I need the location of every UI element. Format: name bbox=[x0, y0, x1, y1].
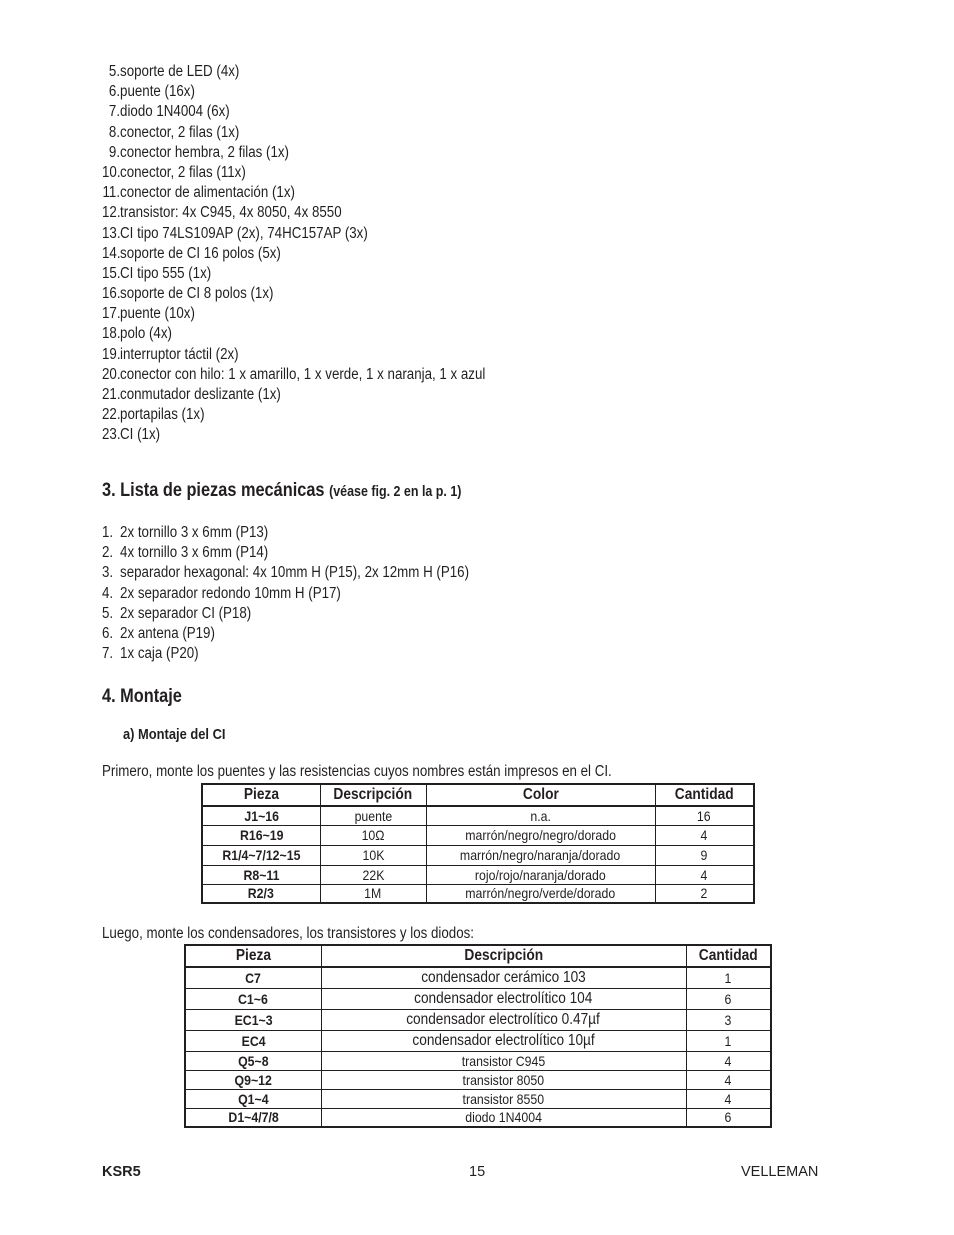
mechanical-parts-item bbox=[102, 624, 529, 644]
mechanical-parts-item bbox=[102, 563, 529, 583]
components-table-cell-text: C7 bbox=[245, 969, 262, 986]
resistor-table-cell-text: R1/4~7/12~15 bbox=[222, 847, 301, 863]
components-table-cell bbox=[321, 1009, 686, 1030]
parts-list-item bbox=[102, 123, 548, 143]
components-table-row bbox=[185, 1051, 771, 1070]
resistor-table-cell bbox=[426, 865, 655, 884]
components-table-row bbox=[185, 988, 771, 1009]
components-table-cell bbox=[321, 967, 686, 988]
parts-list-item-content bbox=[102, 304, 195, 324]
components-table-cell-text: condensador electrolítico 0.47µf bbox=[406, 1010, 601, 1028]
resistor-table-cell-text: marrón/negro/naranja/dorado bbox=[460, 847, 621, 863]
components-table-header-cell bbox=[321, 945, 686, 967]
parts-list-item-text: polo (4x) bbox=[120, 325, 172, 343]
resistor-table-cell-text: n.a. bbox=[530, 807, 551, 824]
resistor-table-header-cell bbox=[202, 784, 320, 806]
parts-list-item-content bbox=[102, 203, 342, 223]
parts-list-item bbox=[102, 405, 548, 425]
mechanical-parts-item-text: 4x tornillo 3 x 6mm (P14) bbox=[120, 544, 269, 562]
resistor-table-header-cell bbox=[426, 784, 655, 806]
parts-list-item bbox=[102, 163, 548, 183]
parts-list-item-number: 21. bbox=[102, 386, 121, 403]
components-table-cell bbox=[686, 1030, 771, 1051]
mechanical-parts-item-content bbox=[102, 523, 268, 543]
resistor-table-row bbox=[202, 884, 754, 903]
resistor-table-cell bbox=[320, 865, 426, 884]
parts-list-item-text: portapilas (1x) bbox=[120, 406, 205, 424]
mechanical-parts-item bbox=[102, 523, 529, 543]
parts-list-item-content bbox=[102, 102, 230, 122]
parts-list-item bbox=[102, 284, 548, 304]
components-table-cell-text: EC4 bbox=[241, 1032, 266, 1049]
resistor-table-cell bbox=[320, 884, 426, 903]
parts-list-item-content bbox=[102, 244, 281, 264]
resistor-table-cell bbox=[655, 865, 754, 884]
parts-list-item-content bbox=[102, 163, 246, 183]
resistor-table-header-text: Color bbox=[522, 786, 559, 803]
parts-list-item-number: 9. bbox=[108, 143, 121, 161]
parts-list-item bbox=[102, 82, 548, 102]
components-table-cell bbox=[321, 1030, 686, 1051]
resistor-table-cell bbox=[426, 825, 655, 845]
parts-list-item-text: CI tipo 555 (1x) bbox=[120, 264, 212, 282]
mechanical-parts-list bbox=[102, 523, 529, 664]
mechanical-parts-item-content bbox=[102, 584, 341, 604]
resistor-table-cell bbox=[426, 806, 655, 825]
components-table-cell-text: condensador cerámico 103 bbox=[421, 968, 586, 986]
resistor-table-cell-text: 9 bbox=[700, 847, 708, 863]
resistor-table-cell bbox=[202, 865, 320, 884]
mechanical-parts-item-text: 2x antena (P19) bbox=[120, 624, 215, 642]
components-table-row bbox=[185, 1030, 771, 1051]
parts-list-item-text: conector con hilo: 1 x amarillo, 1 x verde, 1 x naranja, 1 x azul bbox=[120, 365, 486, 383]
section-3-title: 3. Lista de piezas mecánicas bbox=[102, 480, 325, 501]
mechanical-parts-item-text: separador hexagonal: 4x 10mm H (P15), 2x 12mm H (P16) bbox=[120, 564, 470, 582]
components-table-cell bbox=[185, 1009, 321, 1030]
components-table-cell bbox=[686, 1009, 771, 1030]
parts-list-item-text: diodo 1N4004 (6x) bbox=[120, 103, 230, 121]
components-table-cell-text: D1~4/7/8 bbox=[228, 1109, 279, 1126]
components-table-row bbox=[185, 967, 771, 988]
components-table-cell bbox=[185, 988, 321, 1009]
parts-list-item-number: 23. bbox=[102, 426, 121, 444]
parts-list-item-content bbox=[102, 123, 239, 143]
parts-list-item-content bbox=[102, 224, 368, 244]
parts-list-item-text: soporte de LED (4x) bbox=[120, 63, 240, 80]
mechanical-parts-item-text: 2x separador CI (P18) bbox=[120, 604, 252, 622]
parts-list-item-number: 13. bbox=[102, 224, 121, 242]
components-table-cell-text: transistor 8050 bbox=[462, 1071, 545, 1088]
components-table-cell-text: transistor 8550 bbox=[462, 1090, 545, 1107]
mechanical-parts-item bbox=[102, 584, 529, 604]
components-table-cell-text: condensador electrolítico 10µf bbox=[412, 1031, 595, 1049]
parts-list-item-number: 7. bbox=[108, 103, 121, 121]
components-table-cell-text: 1 bbox=[724, 1032, 732, 1049]
components-table-row bbox=[185, 1089, 771, 1108]
parts-list-item-number: 8. bbox=[108, 123, 121, 141]
resistor-table-cell bbox=[655, 884, 754, 903]
components-table-row bbox=[185, 1070, 771, 1089]
footer-page-number: 15 bbox=[469, 1164, 486, 1180]
mechanical-parts-item-number: 3. bbox=[102, 564, 114, 582]
resistor-table-cell-text: 1M bbox=[364, 885, 382, 902]
mechanical-parts-item bbox=[102, 644, 529, 664]
mechanical-parts-item-number: 7. bbox=[102, 645, 114, 663]
parts-list-item-content bbox=[102, 324, 172, 344]
section-3-heading bbox=[102, 480, 461, 502]
resistor-table bbox=[201, 783, 755, 904]
table2-intro: Luego, monte los condensadores, los transistores y los diodos: bbox=[102, 925, 474, 942]
parts-list-item-text: puente (16x) bbox=[120, 83, 195, 101]
resistor-table-cell-text: 22K bbox=[362, 866, 384, 883]
parts-list-item bbox=[102, 425, 548, 445]
parts-list-item-content bbox=[102, 264, 211, 284]
resistor-table-cell bbox=[655, 845, 754, 865]
resistor-table-cell-text: 16 bbox=[697, 807, 712, 824]
components-table-cell bbox=[686, 1089, 771, 1108]
components-table-cell bbox=[185, 1089, 321, 1108]
resistor-table-cell-text: R2/3 bbox=[248, 885, 275, 902]
resistor-table-cell bbox=[426, 845, 655, 865]
components-table-cell bbox=[321, 1089, 686, 1108]
resistor-table-cell bbox=[426, 884, 655, 903]
components-table-cell bbox=[185, 1051, 321, 1070]
components-table-cell-text: 6 bbox=[724, 990, 732, 1007]
parts-list-item-number: 12. bbox=[102, 204, 121, 222]
components-table-cell-text: diodo 1N4004 bbox=[465, 1109, 542, 1126]
section-4-heading: 4. Montaje bbox=[102, 686, 182, 707]
parts-list-item bbox=[102, 264, 548, 284]
resistor-table-cell-text: puente bbox=[354, 807, 392, 824]
parts-list-item bbox=[102, 183, 548, 203]
resistor-table-header-text: Cantidad bbox=[674, 786, 734, 803]
components-table-header-text: Descripción bbox=[464, 947, 543, 964]
parts-list-item-text: interruptor táctil (2x) bbox=[120, 345, 239, 363]
parts-list-item-number: 17. bbox=[102, 305, 121, 323]
parts-list-item-content bbox=[102, 365, 485, 385]
components-table-cell-text: 4 bbox=[724, 1052, 732, 1069]
resistor-table-header-cell bbox=[320, 784, 426, 806]
mechanical-parts-item-number: 1. bbox=[102, 524, 114, 541]
resistor-table-header-cell bbox=[655, 784, 754, 806]
mechanical-parts-item-number: 2. bbox=[102, 544, 114, 562]
footer-model: KSR5 bbox=[102, 1164, 141, 1180]
parts-list-item bbox=[102, 143, 548, 163]
resistor-table-cell bbox=[655, 806, 754, 825]
parts-list-item-content bbox=[102, 62, 239, 82]
parts-list-item-text: soporte de CI 16 polos (5x) bbox=[120, 244, 281, 262]
components-table-cell-text: 6 bbox=[724, 1109, 732, 1126]
parts-list-item-text: CI tipo 74LS109AP (2x), 74HC157AP (3x) bbox=[120, 224, 368, 242]
parts-list-item-number: 11. bbox=[102, 184, 121, 202]
table1-intro: Primero, monte los puentes y las resistencias cuyos nombres están impresos en el CI. bbox=[102, 763, 612, 780]
resistor-table-cell-text: rojo/rojo/naranja/dorado bbox=[475, 866, 606, 883]
resistor-table-cell-text: 10K bbox=[362, 847, 384, 863]
components-table-cell bbox=[321, 1051, 686, 1070]
resistor-table-cell-text: 4 bbox=[700, 827, 708, 843]
components-table-header-cell bbox=[185, 945, 321, 967]
resistor-table-cell bbox=[655, 825, 754, 845]
parts-list-item-text: conector, 2 filas (1x) bbox=[120, 123, 240, 141]
parts-list-item bbox=[102, 304, 548, 324]
section-3-note: (véase fig. 2 en la p. 1) bbox=[329, 484, 462, 500]
parts-list-item-content bbox=[102, 405, 205, 425]
parts-list bbox=[102, 62, 548, 446]
components-table-cell bbox=[686, 967, 771, 988]
components-table-cell-text: 1 bbox=[724, 969, 732, 986]
components-table-cell bbox=[686, 1051, 771, 1070]
parts-list-item bbox=[102, 224, 548, 244]
mechanical-parts-item-content bbox=[102, 604, 251, 624]
parts-list-item bbox=[102, 365, 548, 385]
resistor-table-cell bbox=[320, 825, 426, 845]
parts-list-item-text: conector hembra, 2 filas (1x) bbox=[120, 143, 289, 161]
parts-list-item-number: 14. bbox=[102, 244, 121, 262]
parts-list-item-text: puente (10x) bbox=[120, 305, 195, 323]
resistor-table-cell-text: marrón/negro/negro/dorado bbox=[465, 827, 616, 843]
components-table-cell bbox=[686, 988, 771, 1009]
resistor-table-row bbox=[202, 825, 754, 845]
mechanical-parts-item-content bbox=[102, 543, 268, 563]
components-table-cell-text: Q5~8 bbox=[238, 1052, 269, 1069]
mechanical-parts-item-number: 4. bbox=[102, 584, 114, 602]
components-table-cell bbox=[185, 967, 321, 988]
parts-list-item-text: transistor: 4x C945, 4x 8050, 4x 8550 bbox=[120, 204, 342, 222]
resistor-table-cell-text: marrón/negro/verde/dorado bbox=[465, 885, 616, 902]
resistor-table-cell-text: R16~19 bbox=[239, 827, 284, 843]
parts-list-item-number: 6. bbox=[108, 83, 121, 101]
parts-list-item-text: conmutador deslizante (1x) bbox=[120, 386, 281, 403]
components-table-cell-text: transistor C945 bbox=[461, 1052, 546, 1069]
components-table-cell bbox=[686, 1070, 771, 1089]
resistor-table-cell bbox=[202, 806, 320, 825]
mechanical-parts-item-content bbox=[102, 624, 215, 644]
parts-list-item-number: 22. bbox=[102, 406, 121, 424]
components-table-cell bbox=[321, 988, 686, 1009]
parts-list-item-content bbox=[102, 385, 281, 405]
parts-list-item-number: 18. bbox=[102, 325, 121, 343]
parts-list-item-content bbox=[102, 345, 239, 365]
resistor-table-cell-text: 10Ω bbox=[361, 827, 385, 843]
parts-list-item-content bbox=[102, 143, 289, 163]
resistor-table-cell bbox=[202, 845, 320, 865]
components-table-row bbox=[185, 1108, 771, 1127]
resistor-table-row bbox=[202, 865, 754, 884]
parts-list-item-content bbox=[102, 425, 160, 445]
components-table-cell-text: 4 bbox=[724, 1090, 732, 1107]
components-table-cell-text: 3 bbox=[724, 1011, 732, 1028]
resistor-table-cell-text: R8~11 bbox=[243, 866, 280, 883]
parts-list-item-content bbox=[102, 284, 273, 304]
mechanical-parts-item-number: 5. bbox=[102, 604, 114, 622]
parts-list-item bbox=[102, 345, 548, 365]
mechanical-parts-item-content bbox=[102, 644, 199, 664]
components-table-cell bbox=[185, 1070, 321, 1089]
parts-list-item-number: 15. bbox=[102, 264, 121, 282]
resistor-table-cell bbox=[320, 845, 426, 865]
components-table-cell bbox=[185, 1030, 321, 1051]
components-table bbox=[184, 944, 772, 1128]
parts-list-item-number: 19. bbox=[102, 345, 121, 363]
resistor-table-row bbox=[202, 845, 754, 865]
parts-list-item bbox=[102, 324, 548, 344]
parts-list-item-content bbox=[102, 82, 195, 102]
mechanical-parts-item bbox=[102, 604, 529, 624]
parts-list-item bbox=[102, 102, 548, 122]
components-table-cell-text: C1~6 bbox=[238, 990, 269, 1007]
mechanical-parts-item-text: 2x separador redondo 10mm H (P17) bbox=[120, 584, 341, 602]
mechanical-parts-item-text: 1x caja (P20) bbox=[120, 645, 199, 663]
components-table-header-text: Cantidad bbox=[698, 947, 758, 964]
parts-list-item bbox=[102, 385, 548, 405]
parts-list-item-content bbox=[102, 183, 295, 203]
resistor-table-cell-text: J1~16 bbox=[243, 807, 279, 824]
subsection-heading: a) Montaje del CI bbox=[123, 726, 226, 743]
resistor-table-header-text: Descripción bbox=[333, 786, 413, 803]
components-table-cell bbox=[321, 1108, 686, 1127]
resistor-table-cell bbox=[202, 884, 320, 903]
mechanical-parts-item-text: 2x tornillo 3 x 6mm (P13) bbox=[120, 524, 269, 541]
components-table-header-cell bbox=[686, 945, 771, 967]
footer-brand: VELLEMAN bbox=[741, 1164, 819, 1180]
parts-list-item-text: conector de alimentación (1x) bbox=[120, 184, 295, 202]
parts-list-item-text: CI (1x) bbox=[120, 426, 161, 444]
parts-list-item-number: 5. bbox=[108, 63, 121, 80]
parts-list-item bbox=[102, 203, 548, 223]
resistor-table-cell-text: 2 bbox=[700, 885, 708, 902]
components-table-cell-text: Q1~4 bbox=[238, 1090, 269, 1107]
mechanical-parts-item-content bbox=[102, 563, 469, 583]
components-table-cell-text: condensador electrolítico 104 bbox=[414, 989, 593, 1007]
parts-list-item-number: 10. bbox=[102, 163, 121, 181]
resistor-table-cell bbox=[202, 825, 320, 845]
components-table-row bbox=[185, 1009, 771, 1030]
resistor-table-row bbox=[202, 806, 754, 825]
components-table-cell-text: Q9~12 bbox=[234, 1071, 272, 1088]
components-table-cell bbox=[321, 1070, 686, 1089]
components-table-cell-text: 4 bbox=[724, 1071, 732, 1088]
components-table-cell-text: EC1~3 bbox=[234, 1011, 273, 1028]
parts-list-item bbox=[102, 244, 548, 264]
resistor-table-cell-text: 4 bbox=[700, 866, 708, 883]
parts-list-item-number: 20. bbox=[102, 365, 121, 383]
resistor-table-cell bbox=[320, 806, 426, 825]
parts-list-item-number: 16. bbox=[102, 285, 121, 303]
components-table-cell bbox=[686, 1108, 771, 1127]
mechanical-parts-item bbox=[102, 543, 529, 563]
parts-list-item-text: conector, 2 filas (11x) bbox=[120, 163, 246, 181]
components-table-header-text: Pieza bbox=[235, 947, 271, 964]
parts-list-item-text: soporte de CI 8 polos (1x) bbox=[120, 285, 274, 303]
components-table-cell bbox=[185, 1108, 321, 1127]
parts-list-item bbox=[102, 62, 548, 82]
mechanical-parts-item-number: 6. bbox=[102, 624, 114, 642]
resistor-table-header-text: Pieza bbox=[243, 786, 279, 803]
